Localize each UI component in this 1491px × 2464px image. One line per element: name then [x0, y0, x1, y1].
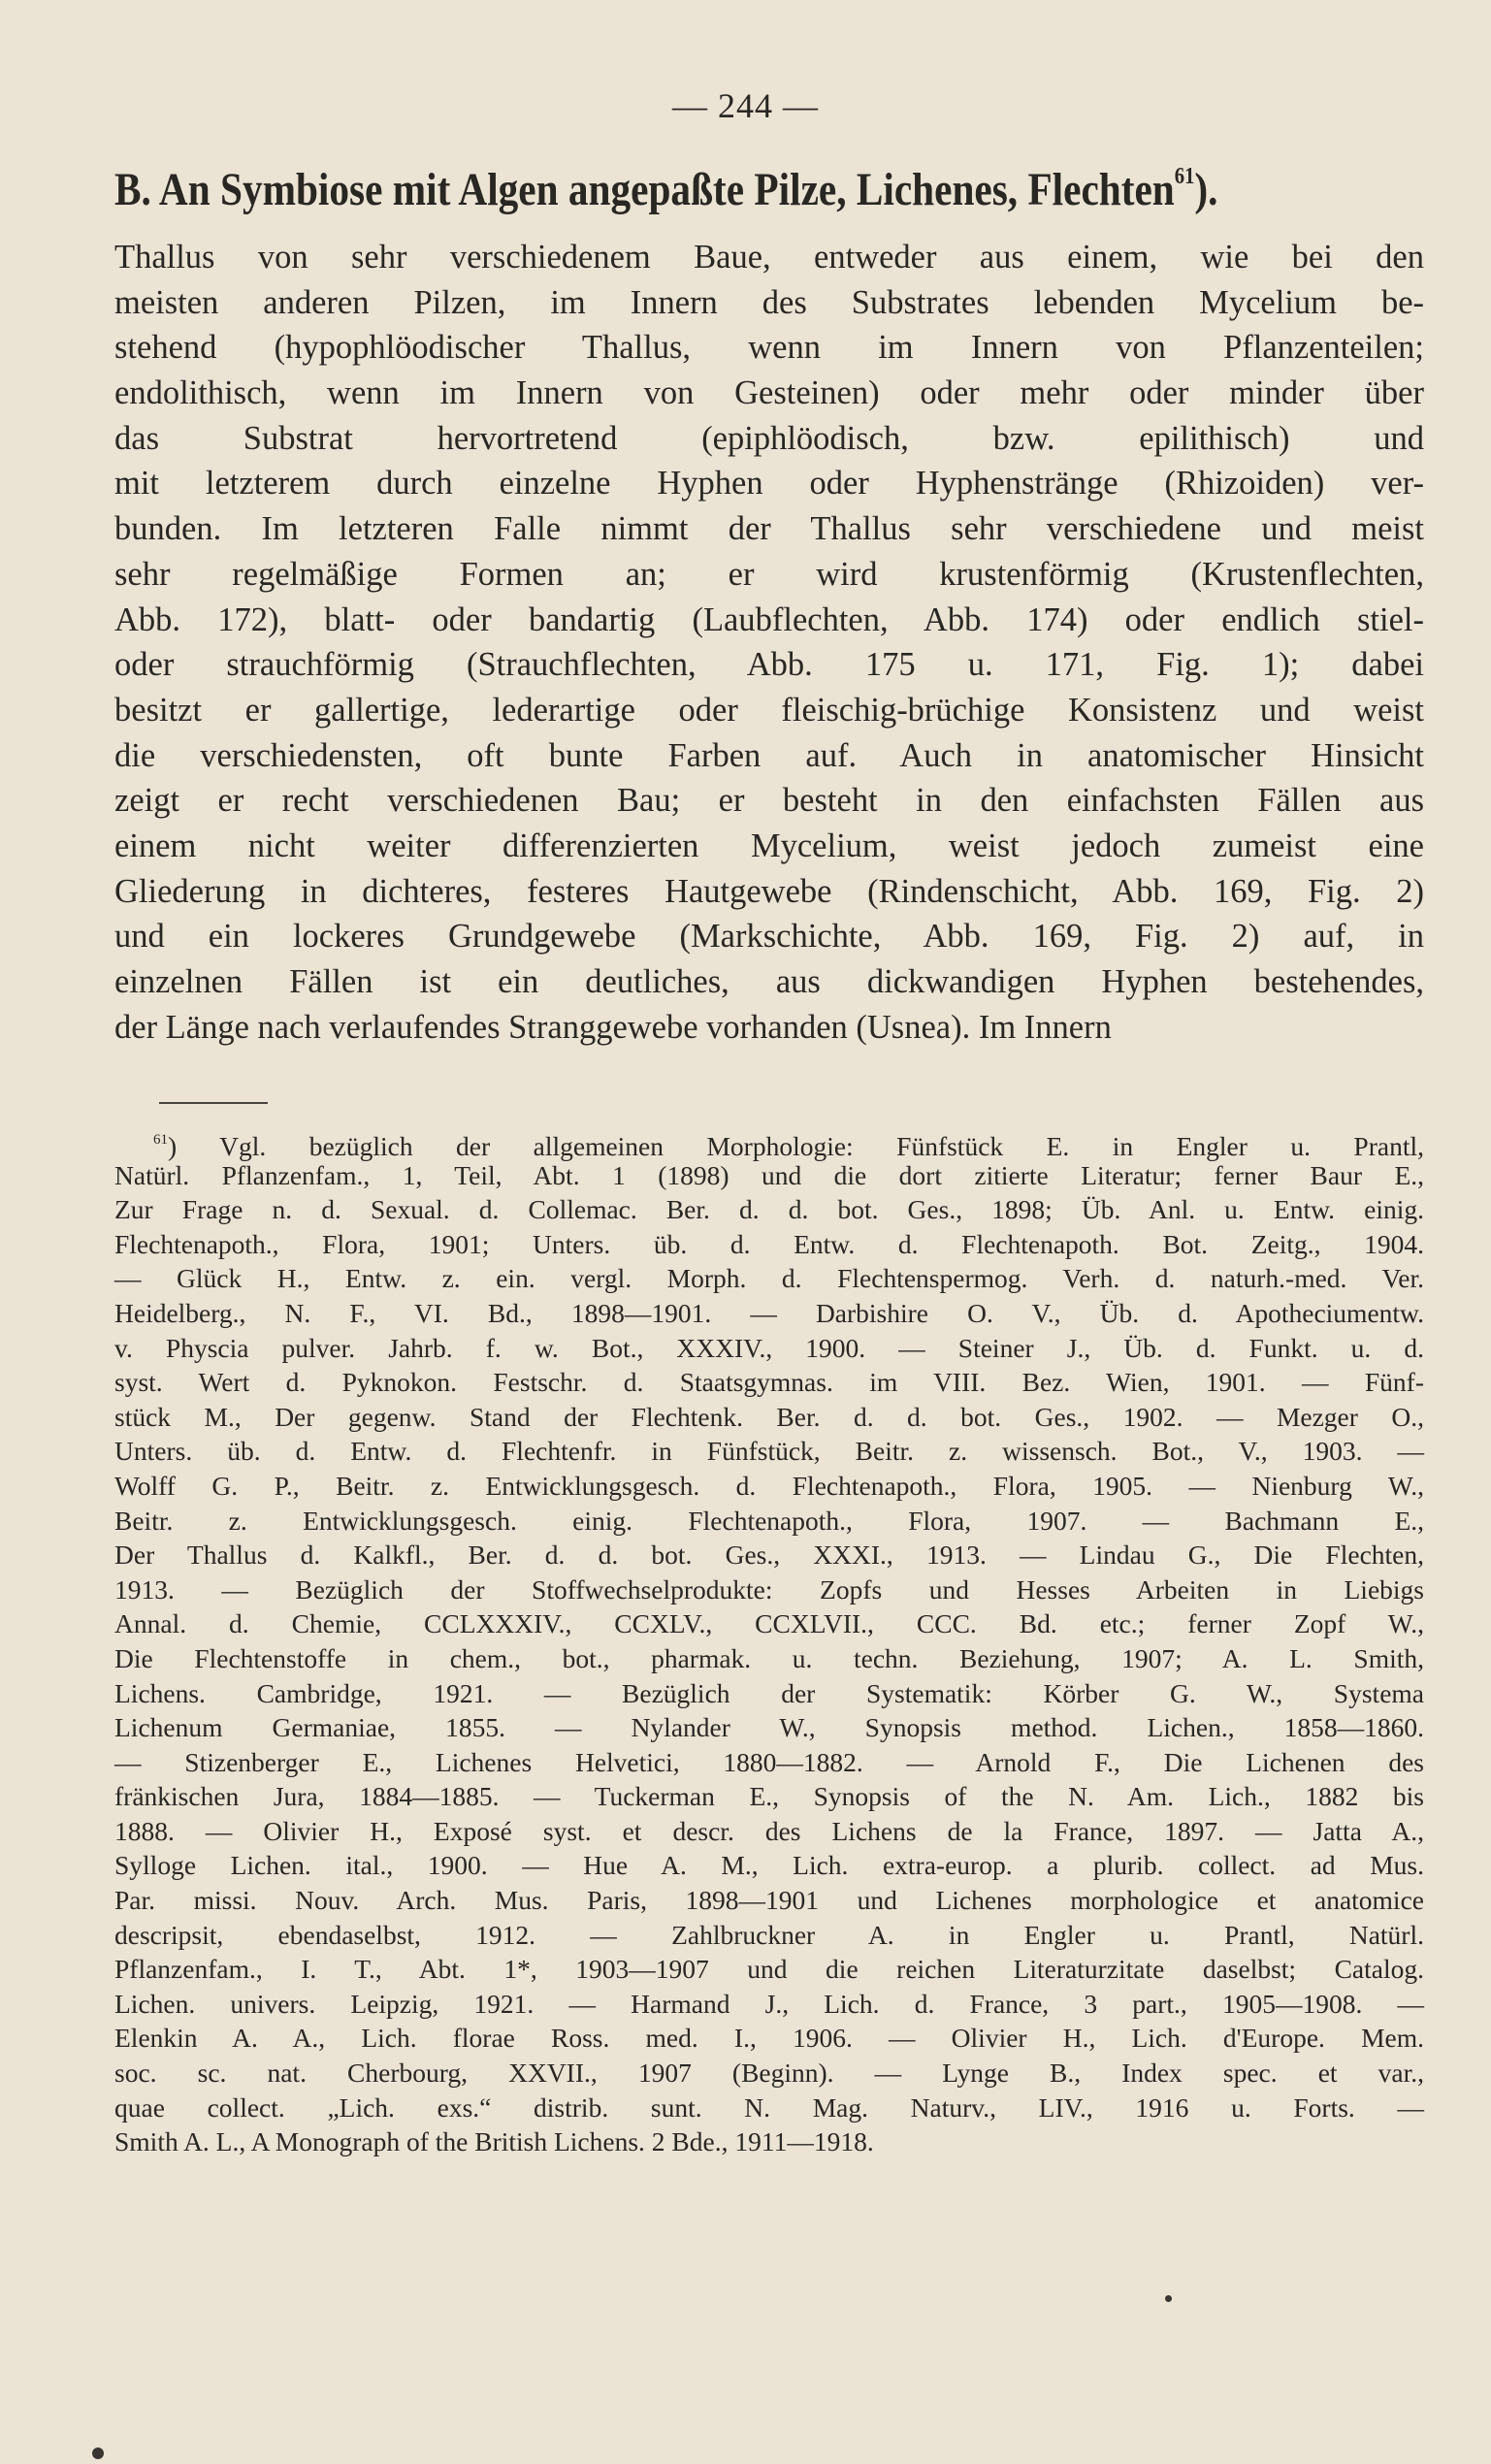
body-line: bunden. Im letzteren Falle nimmt der Thallus sehr verschiedene und meist [114, 510, 1424, 548]
footnote-line: Der Thallus d. Kalkfl., Ber. d. d. bot. Ges., XXXI., 1913. — Lindau G., Die Flechten, [114, 1540, 1424, 1571]
footnote [114, 1123, 1424, 2159]
body-line: das Substrat hervortretend (epiphlöodisch, bzw. epilithisch) und [114, 419, 1424, 457]
footnote-line: Elenkin A. A., Lich. florae Ross. med. I., 1906. — Olivier H., Lich. d'Europe. Mem. [114, 2023, 1424, 2054]
footnote-line: stück M., Der gegenw. Stand der Flechtenk. Ber. d. d. bot. Ges., 1902. — Mezger O., [114, 1401, 1424, 1432]
body-line: meisten anderen Pilzen, im Innern des Substrates lebenden Mycelium be- [114, 283, 1424, 321]
body-line: Thallus von sehr verschiedenem Baue, entweder aus einem, wie bei den [114, 239, 1424, 276]
footnote-line: Zur Frage n. d. Sexual. d. Collemac. Ber. d. d. bot. Ges., 1898; Üb. Anl. u. Entw. einig. [114, 1194, 1424, 1225]
body-line: sehr regelmäßige Formen an; er wird krustenförmig (Krustenflechten, [114, 555, 1424, 593]
footnote-line: descripsit, ebendaselbst, 1912. — Zahlbruckner A. in Engler u. Prantl, Natürl. [114, 1919, 1424, 1950]
footnote-line: Annal. d. Chemie, CCLXXXIV., CCXLV., CCXLVII., CCC. Bd. etc.; ferner Zopf W., [114, 1608, 1424, 1639]
body-line: Gliederung in dichteres, festeres Hautgewebe (Rindenschicht, Abb. 169, Fig. 2) [114, 872, 1424, 910]
body-line: zeigt er recht verschiedenen Bau; er besteht in den einfachsten Fällen aus [114, 782, 1424, 820]
footnote-line: Heidelberg., N. F., VI. Bd., 1898—1901. — Darbishire O. V., Üb. d. Apotheciumentw. [114, 1297, 1424, 1328]
ink-speck [92, 2448, 104, 2459]
body-line: besitzt er gallertige, lederartige oder fleischig-brüchige Konsistenz und weist [114, 691, 1424, 729]
footnote-line: Pflanzenfam., I. T., Abt. 1*, 1903—1907 und die reichen Literaturzitate daselbst; Catalog. [114, 1954, 1424, 1985]
page-number: — 244 — [672, 86, 819, 125]
body-line: der Länge nach verlaufendes Stranggewebe vorhanden (Usnea). Im Innern [114, 1008, 1112, 1046]
footnote-line: Smith A. L., A Monograph of the British Lichens. 2 Bde., 1911—1918. [114, 2126, 874, 2157]
footnote-line: fränkischen Jura, 1884—1885. — Tuckerman E., Synopsis of the N. Am. Lich., 1882 bis [114, 1781, 1424, 1812]
footnote-line: Par. missi. Nouv. Arch. Mus. Paris, 1898—1901 und Lichenes morphologice et anatomice [114, 1885, 1424, 1916]
footnote-line: Unters. üb. d. Entw. d. Flechtenfr. in Fünfstück, Beitr. z. wissensch. Bot., V., 1903. — [114, 1436, 1424, 1467]
footnote-line: v. Physcia pulver. Jahrb. f. w. Bot., XXXIV., 1900. — Steiner J., Üb. d. Funkt. u. d. [114, 1332, 1424, 1363]
footnote-line: Wolff G. P., Beitr. z. Entwicklungsgesch. d. Flechtenapoth., Flora, 1905. — Nienburg W., [114, 1470, 1424, 1501]
heading-trailing: ). [1194, 164, 1218, 215]
body-line: oder strauchförmig (Strauchflechten, Abb. 175 u. 171, Fig. 1); dabei [114, 646, 1424, 684]
footnote-line: Flechtenapoth., Flora, 1901; Unters. üb. d. Entw. d. Flechtenapoth. Bot. Zeitg., 1904. [114, 1228, 1424, 1259]
footnote-divider [159, 1102, 268, 1104]
footnote-line: Die Flechtenstoffe in chem., bot., pharmak. u. techn. Beziehung, 1907; A. L. Smith, [114, 1642, 1424, 1673]
footnote-line: Natürl. Pflanzenfam., 1, Teil, Abt. 1 (1898) und die dort zitierte Literatur; ferner Baur E., [114, 1159, 1424, 1190]
footnote-line: — Stizenberger E., Lichenes Helvetici, 1880—1882. — Arnold F., Die Lichenen des [114, 1746, 1424, 1777]
footnote-line: 1913. — Bezüglich der Stoffwechselprodukte: Zopfs und Hesses Arbeiten in Liebigs [114, 1573, 1424, 1605]
footnote-line: Lichen. univers. Leipzig, 1921. — Harmand J., Lich. d. France, 3 part., 1905—1908. — [114, 1988, 1424, 2019]
footnote-line: Lichenum Germaniae, 1855. — Nylander W., Synopsis method. Lichen., 1858—1860. [114, 1712, 1424, 1743]
footnote-line: 1888. — Olivier H., Exposé syst. et descr. des Lichens de la France, 1897. — Jatta A., [114, 1815, 1424, 1846]
body-text [114, 235, 1424, 1050]
footnote-line: soc. sc. nat. Cherbourg, XXVII., 1907 (Beginn). — Lynge B., Index spec. et var., [114, 2058, 1424, 2089]
body-line: die verschiedensten, oft bunte Farben auf. Auch in anatomischer Hinsicht [114, 736, 1424, 774]
section-heading [114, 163, 1282, 216]
body-line: einem nicht weiter differenzierten Mycelium, weist jedoch zumeist eine [114, 827, 1424, 864]
ink-speck [1165, 2295, 1172, 2302]
footnote-line: Lichens. Cambridge, 1921. — Bezüglich der Systematik: Körber G. W., Systema [114, 1677, 1424, 1708]
body-line: endolithisch, wenn im Innern von Gesteinen) oder mehr oder minder über [114, 374, 1424, 412]
body-line: und ein lockeres Grundgewebe (Markschichte, Abb. 169, Fig. 2) auf, in [114, 918, 1424, 956]
footnote-line: quae collect. „Lich. exs.“ distrib. sunt. N. Mag. Naturv., LIV., 1916 u. Forts. — [114, 2091, 1424, 2123]
footnote-first-text: ) Vgl. bezüglich der allgemeinen Morphologie: Fünfstück E. in Engler u. Prantl, [168, 1131, 1424, 1161]
body-line: Abb. 172), blatt- oder bandartig (Laubflechten, Abb. 174) oder endlich stiel- [114, 600, 1424, 638]
body-line: einzelnen Fällen ist ein deutliches, aus dickwandigen Hyphen bestehendes, [114, 963, 1424, 1000]
body-line: mit letzterem durch einzelne Hyphen oder Hyphenstränge (Rhizoiden) ver- [114, 465, 1424, 503]
heading-footnote-ref: 61 [1174, 164, 1195, 189]
footnote-line [114, 1123, 1424, 1161]
footnote-line: Sylloge Lichen. ital., 1900. — Hue A. M., Lich. extra-europ. a plurib. collect. ad Mus. [114, 1850, 1424, 1881]
footnote-line: Beitr. z. Entwicklungsgesch. einig. Flechtenapoth., Flora, 1907. — Bachmann E., [114, 1505, 1424, 1536]
footnote-mark: 61 [153, 1132, 168, 1148]
heading-text: B. An Symbiose mit Algen angepaßte Pilze, Lichenes, Flechten [114, 164, 1175, 215]
body-line: stehend (hypophlöodischer Thallus, wenn im Innern von Pflanzenteilen; [114, 329, 1424, 367]
footnote-line: syst. Wert d. Pyknokon. Festschr. d. Staatsgymnas. im VIII. Bez. Wien, 1901. — Fünf- [114, 1367, 1424, 1398]
footnote-line: — Glück H., Entw. z. ein. vergl. Morph. d. Flechtenspermog. Verh. d. naturh.-med. Ver. [114, 1263, 1424, 1294]
